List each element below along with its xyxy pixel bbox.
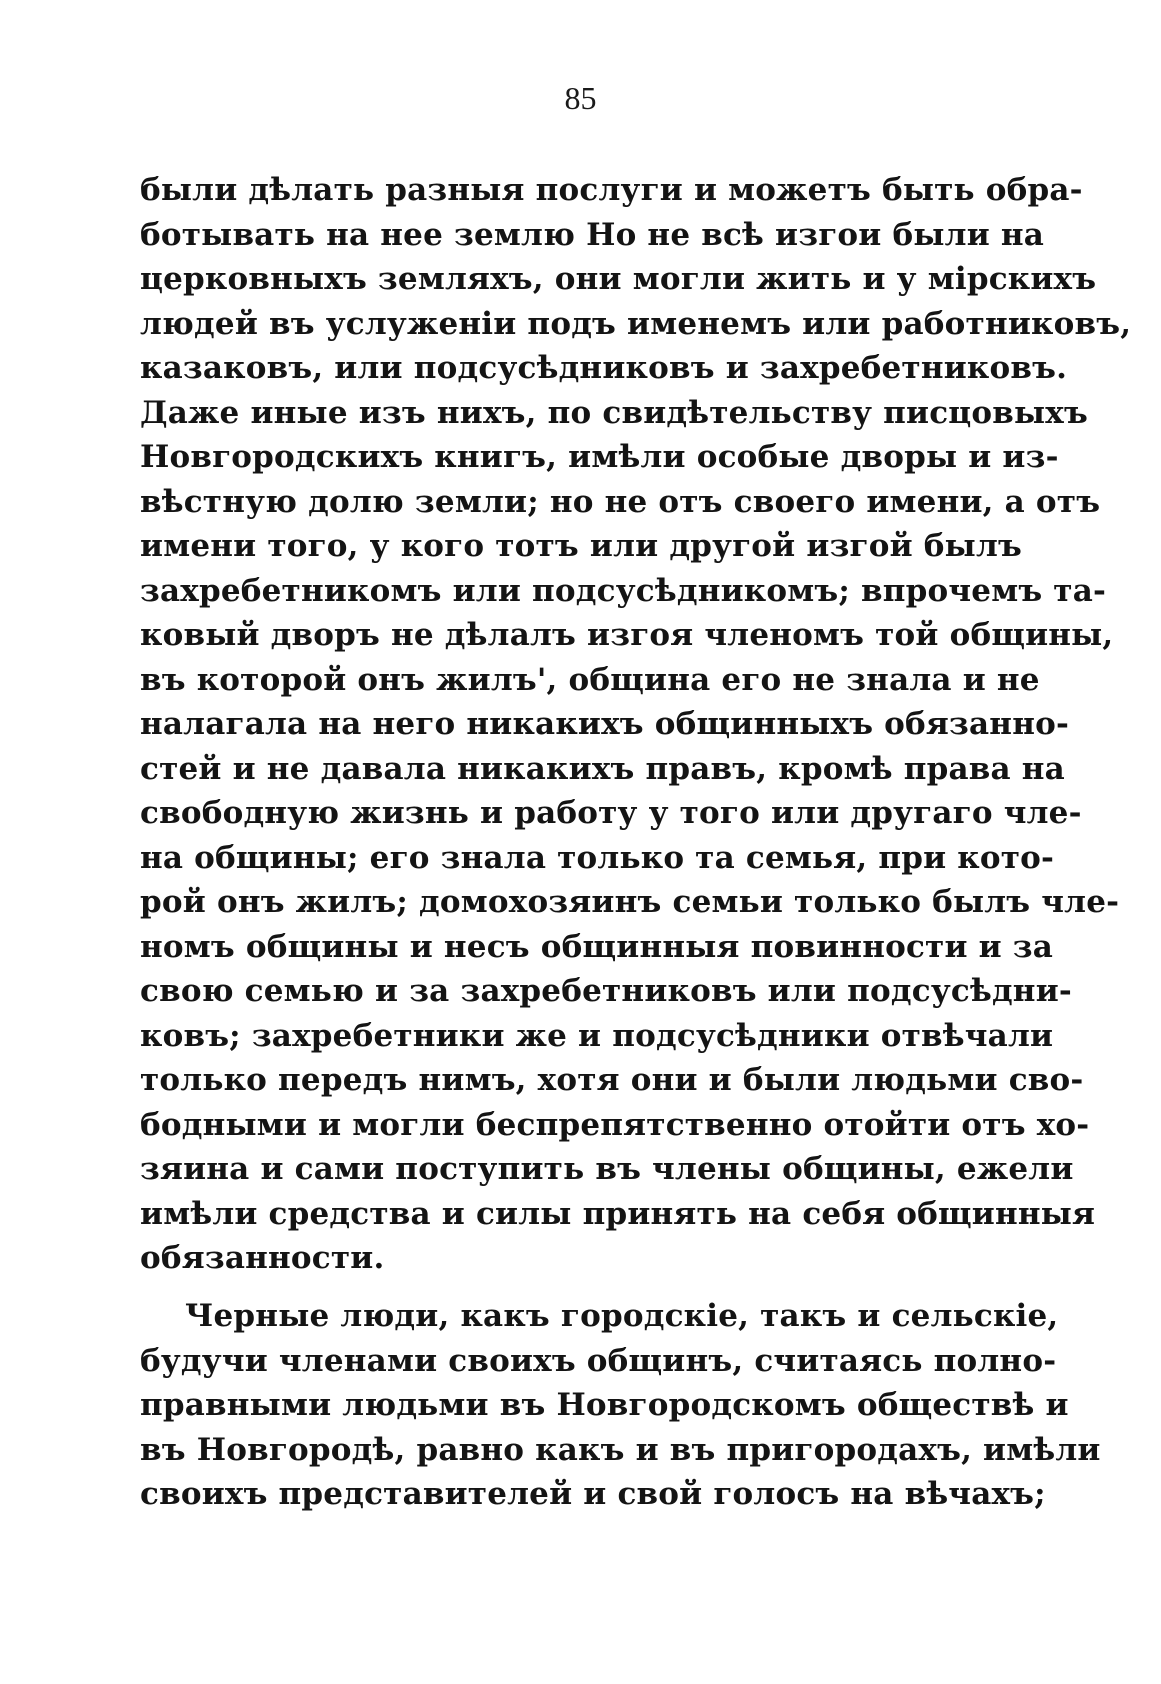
text-line: церковныхъ земляхъ, они могли жить и у мірскихъ	[140, 261, 1097, 297]
text-line: свободную жизнь и работу у того или другаго чле-	[140, 795, 1082, 831]
text-line: Черные люди, какъ городскіе, такъ и сельскіе,	[185, 1298, 1059, 1334]
text-line: свою семью и за захребетниковъ или подсусѣдни-	[140, 973, 1072, 1009]
text-line: ковъ; захребетники же и подсусѣдники отвѣчали	[140, 1017, 1054, 1054]
text-line: номъ общины и несъ общинныя повинности и за	[140, 928, 1054, 965]
text-line: имени того, у кого тотъ или другой изгой былъ	[140, 528, 1022, 564]
page-number: 85	[564, 80, 597, 116]
text-line: были дѣлать разныя послуги и можетъ быть обра-	[140, 172, 1083, 208]
text-line: ботывать на нее землю Но не всѣ изгои были на	[140, 216, 1045, 253]
text-line: бодными и могли беспрепятственно отойти отъ хо-	[140, 1106, 1090, 1143]
text-line: ковый дворъ не дѣлалъ изгоя членомъ той общины,	[140, 617, 1114, 653]
text-line: только передъ нимъ, хотя они и были людьми сво-	[140, 1062, 1084, 1098]
text-line: на общины; его знала только та семья, при кото-	[140, 839, 1055, 876]
text-line: въ Новгородѣ, равно какъ и въ пригородахъ, имѣли	[140, 1431, 1101, 1468]
text-line: зяина и сами поступить въ члены общины, ежели	[140, 1151, 1074, 1187]
text-line: своихъ представителей и свой голосъ на вѣчахъ;	[140, 1476, 1046, 1512]
text-line: Новгородскихъ книгъ, имѣли особые дворы и из-	[140, 439, 1059, 475]
text-line: захребетникомъ или подсусѣдникомъ; впрочемъ та-	[140, 572, 1107, 609]
text-line: казаковъ, или подсусѣдниковъ и захребетниковъ.	[140, 350, 1068, 386]
paragraph-1	[140, 168, 1132, 1281]
text-line: налагала на него никакихъ общинныхъ обязанно-	[140, 706, 1070, 742]
text-line: стей и не давала никакихъ правъ, кромѣ права на	[140, 750, 1065, 787]
text-line: рой онъ жилъ; домохозяинъ семьи только былъ чле-	[140, 884, 1120, 920]
text-line: Даже иные изъ нихъ, по свидѣтельству писцовыхъ	[140, 394, 1088, 431]
text-line: имѣли средства и силы принять на себя общинныя	[140, 1195, 1096, 1232]
text-line: людей въ услуженіи подъ именемъ или работниковъ,	[140, 305, 1132, 342]
text-line: вѣстную долю земли; но не отъ своего имени, а отъ	[140, 483, 1101, 520]
text-line: будучи членами своихъ общинъ, считаясь полно-	[140, 1342, 1057, 1379]
text-line: правными людьми въ Новгородскомъ обществѣ и	[140, 1387, 1069, 1423]
text-line: въ которой онъ жилъ', община его не знала и не	[140, 661, 1040, 698]
paragraph-2	[140, 1294, 1101, 1517]
text-line: обязанности.	[140, 1240, 385, 1276]
